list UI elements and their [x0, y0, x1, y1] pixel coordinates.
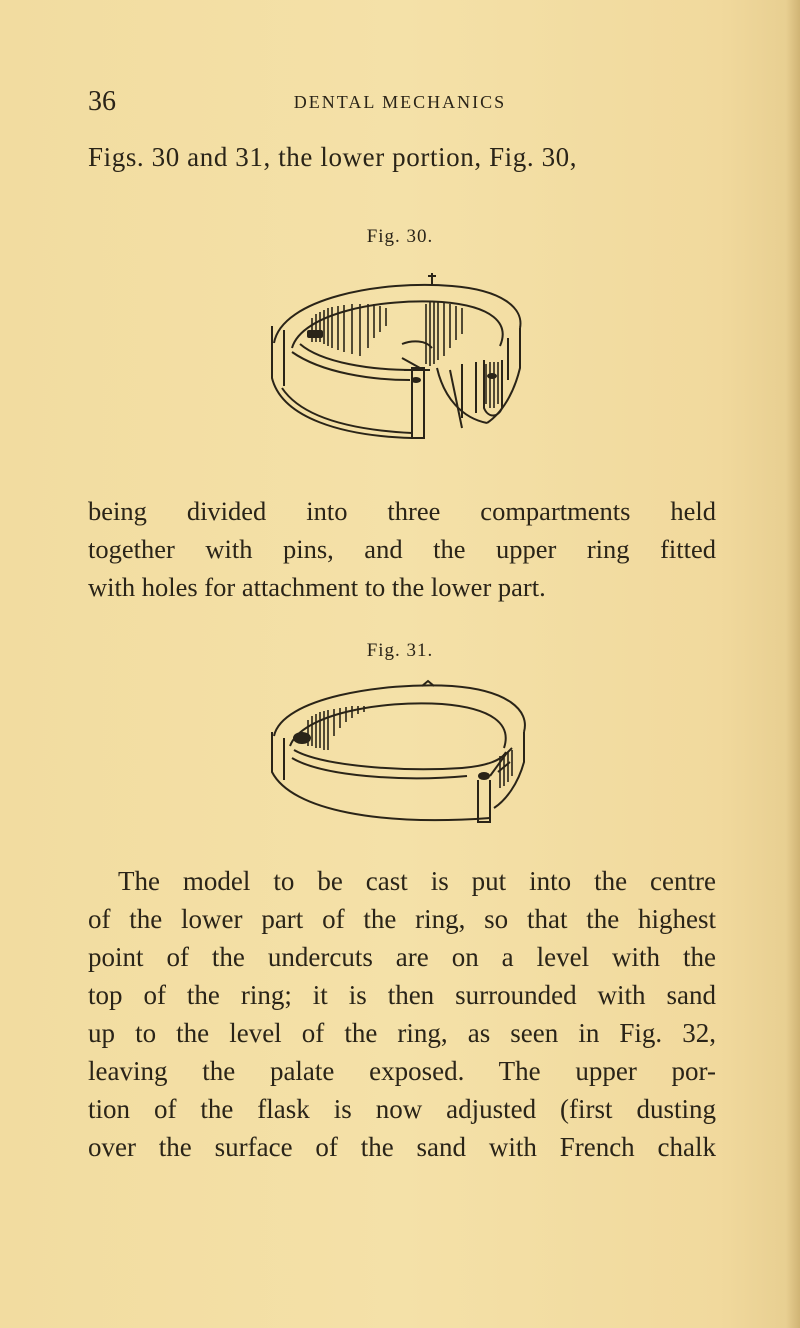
text-line: top of the ring; it is then surrounded with sand: [88, 980, 716, 1010]
text-line: tion of the flask is now adjusted (first dusting: [88, 1094, 716, 1124]
text-line: of the lower part of the ring, so that the highest: [88, 904, 716, 934]
figure-31-caption: Fig. 31.: [366, 640, 434, 661]
text-line: together with pins, and the upper ring fitted: [88, 534, 716, 564]
text-line: with holes for attachment to the lower part.: [88, 572, 546, 602]
paragraph-intro: [88, 138, 716, 176]
text-line: being divided into three compartments held: [88, 496, 716, 526]
figure-30-illustration: [262, 268, 532, 448]
page-header: [88, 86, 712, 126]
text-line: up to the level of the ring, as seen in Fig. 32,: [88, 1018, 716, 1048]
paragraph-compartments: [88, 492, 716, 606]
running-head: DENTAL MECHANICS: [293, 92, 507, 112]
page-number: 36: [88, 86, 116, 117]
text-line: over the surface of the sand with French chalk: [88, 1132, 716, 1162]
paragraph-model-casting: [88, 862, 716, 1166]
figure-31-flask-upper-ring: [262, 676, 538, 836]
text-line: Figs. 30 and 31, the lower portion, Fig. 30,: [88, 142, 578, 172]
text-line: The model to be cast is put into the centre: [118, 866, 716, 896]
text-line: point of the undercuts are on a level with the: [88, 942, 716, 972]
text-line: leaving the palate exposed. The upper por-: [88, 1056, 716, 1086]
page-edge-shadow: [786, 0, 800, 1328]
figure-31-illustration: [262, 676, 538, 836]
figure-30-caption: Fig. 30.: [366, 226, 434, 247]
figure-30-flask-lower-portion: [262, 268, 532, 448]
